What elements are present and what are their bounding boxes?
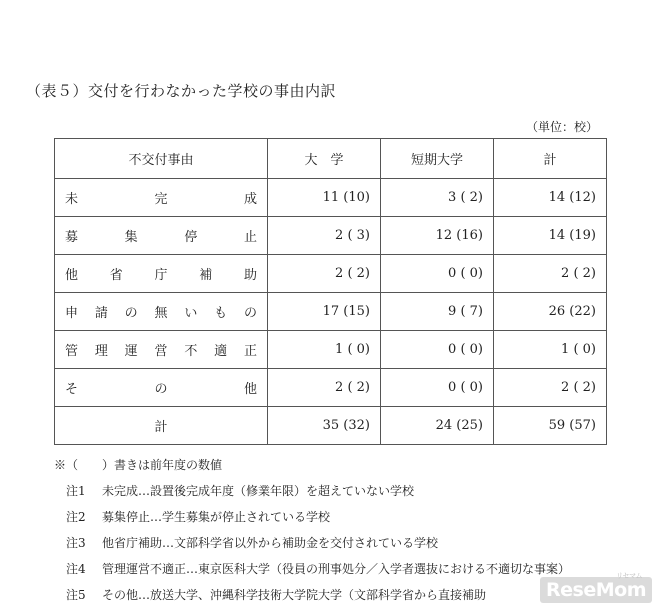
row-total: 26 (22) (494, 293, 607, 331)
table-header-row (55, 139, 607, 179)
row-junior-college: 0 ( 0) (381, 369, 494, 407)
watermark-sub: リセマム (616, 572, 642, 580)
note-label: 注3 (66, 536, 86, 550)
row-university: 2 ( 2) (268, 255, 381, 293)
row-junior-college: 12 (16) (381, 217, 494, 255)
total-label: 計 (55, 407, 268, 445)
header-reason: 不交付事由 (55, 139, 268, 179)
row-total: 14 (19) (494, 217, 607, 255)
row-total: 2 ( 2) (494, 369, 607, 407)
row-university: 11 (10) (268, 179, 381, 217)
table-row (55, 293, 607, 331)
table-title: （表５）交付を行わなかった学校の事由内訳 (26, 82, 337, 100)
table-row (55, 179, 607, 217)
note-label: 注1 (66, 484, 86, 498)
row-total: 14 (12) (494, 179, 607, 217)
header-junior-college: 短期大学 (381, 139, 494, 179)
note-label: 注5 (66, 588, 86, 602)
table-row (55, 255, 607, 293)
row-reason: 他省庁補助 (55, 255, 268, 293)
row-junior-college: 0 ( 0) (381, 255, 494, 293)
row-junior-college: 0 ( 0) (381, 331, 494, 369)
watermark-text: ReseMom (546, 579, 646, 601)
row-reason: 未完成 (55, 179, 268, 217)
note-text: 募集停止…学生募集が停止されている学校 (102, 510, 331, 524)
total-junior-college: 24 (25) (381, 407, 494, 445)
table-row (55, 369, 607, 407)
note-label: 注4 (66, 562, 86, 576)
row-reason: 募集停止 (55, 217, 268, 255)
note-text: 管理運営不適正…東京医科大学（役員の刑事処分／入学者選抜における不適切な事案） (102, 562, 571, 576)
note-item (66, 508, 570, 525)
row-university: 17 (15) (268, 293, 381, 331)
unit-label: （単位：校） (525, 120, 598, 134)
row-reason: 申請の無いもの (55, 293, 268, 331)
total-total: 59 (57) (494, 407, 607, 445)
header-total: 計 (494, 139, 607, 179)
notes-legend: ※（ ）書きは前年度の数値 (54, 458, 223, 472)
note-item (66, 586, 570, 603)
total-university: 35 (32) (268, 407, 381, 445)
row-junior-college: 9 ( 7) (381, 293, 494, 331)
row-reason: その他 (55, 369, 268, 407)
row-total: 2 ( 2) (494, 255, 607, 293)
reasons-table (54, 138, 607, 445)
note-text: 未完成…設置後完成年度（修業年限）を超えていない学校 (102, 484, 415, 498)
note-item (66, 482, 570, 499)
note-text: その他…放送大学、沖縄科学技術大学院大学（文部科学省から直接補助 (102, 588, 487, 602)
row-junior-college: 3 ( 2) (381, 179, 494, 217)
row-reason: 管理運営不適正 (55, 331, 268, 369)
table-total-row (55, 407, 607, 445)
row-university: 2 ( 3) (268, 217, 381, 255)
table-row (55, 331, 607, 369)
notes-section (54, 456, 570, 612)
note-item (66, 560, 570, 577)
row-university: 1 ( 0) (268, 331, 381, 369)
resemom-watermark-logo (540, 572, 652, 603)
note-label: 注2 (66, 510, 86, 524)
table-row (55, 217, 607, 255)
note-text: 他省庁補助…文部科学省以外から補助金を交付されている学校 (102, 536, 439, 550)
row-university: 2 ( 2) (268, 369, 381, 407)
note-item (66, 534, 570, 551)
row-total: 1 ( 0) (494, 331, 607, 369)
header-university: 大 学 (268, 139, 381, 179)
